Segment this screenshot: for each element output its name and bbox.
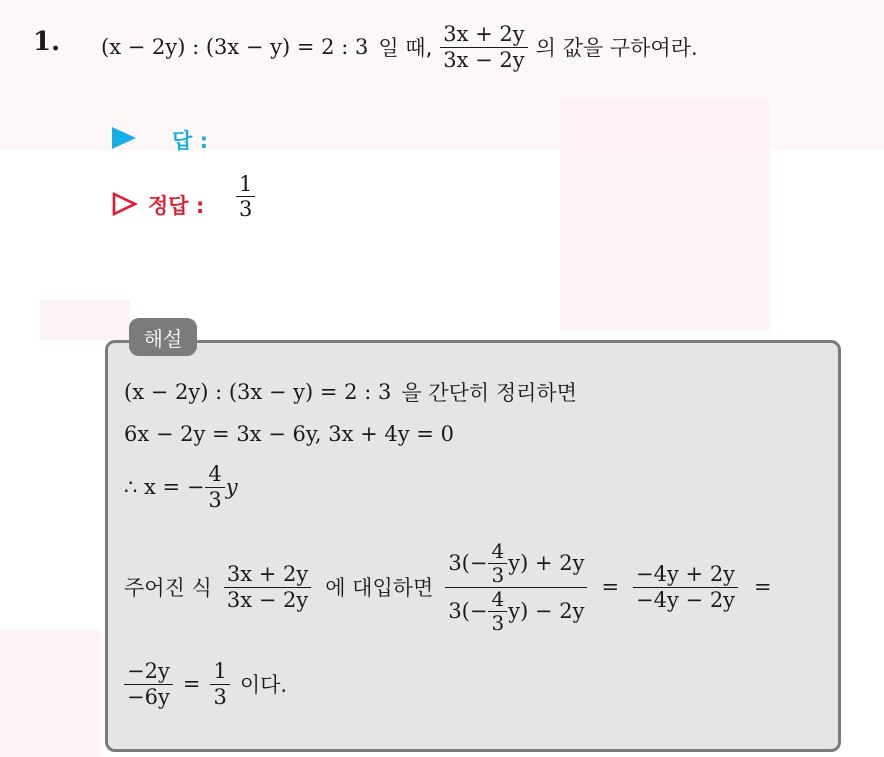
line4-fraction-3	[633, 562, 738, 611]
line4-f3-denominator: −4y − 2y	[633, 587, 738, 612]
fraction-numerator: 3x + 2y	[443, 22, 525, 47]
problem-statement	[101, 14, 698, 80]
line5-f2-denominator: 3	[210, 684, 229, 709]
line4-f2-num-a: 3(−	[448, 550, 488, 575]
line3-denominator: 3	[205, 487, 224, 512]
problem-ask: 의 값을 구하여라.	[535, 36, 698, 60]
answer-label: 답 :	[172, 129, 208, 153]
line4-fraction-2	[445, 540, 587, 635]
line3-var: y	[225, 475, 238, 499]
line4-text1: 주어진 식	[124, 576, 212, 600]
line3-numerator: 4	[208, 462, 222, 487]
explanation-line-4	[124, 538, 772, 636]
explanation-line-3	[124, 456, 238, 518]
line4-fraction-1	[224, 562, 311, 611]
line5-fraction-1	[124, 659, 173, 708]
line4-f3-numerator: −4y + 2y	[636, 562, 736, 587]
problem-number: 1.	[33, 27, 61, 57]
explanation-tag: 해설	[129, 318, 197, 356]
equals-sign: =	[182, 672, 201, 696]
line5-fraction-2	[210, 659, 229, 708]
explanation-line-1	[124, 376, 577, 408]
line4-f2-den-b: y) − 2y	[508, 598, 585, 623]
equals-sign: =	[754, 575, 772, 599]
explanation-line-2	[124, 418, 454, 450]
line4-f2-den-inner	[488, 588, 507, 635]
equals-sign: =	[601, 575, 620, 599]
line4-f2-num-inner	[488, 540, 507, 587]
watermark-block	[560, 100, 770, 330]
inner-numerator: 4	[491, 586, 505, 611]
explanation-line-5	[124, 652, 287, 716]
correct-answer-label: 정답 :	[148, 194, 205, 218]
line4-f2-den-a: 3(−	[448, 598, 488, 623]
line4-f1-denominator: 3x − 2y	[224, 587, 311, 612]
correct-denominator: 3	[236, 196, 255, 221]
line5-f1-numerator: −2y	[127, 659, 170, 684]
line1-math: (x − 2y) : (3x − y) = 2 : 3	[124, 380, 392, 404]
line5-f1-denominator: −6y	[124, 684, 173, 709]
watermark-block	[0, 630, 100, 757]
watermark-block	[40, 300, 130, 340]
line1-text: 을 간단히 정리하면	[401, 381, 577, 405]
inner-denominator: 3	[488, 611, 507, 635]
line4-text2: 에 대입하면	[325, 576, 434, 600]
line3-fraction	[205, 462, 224, 511]
inner-denominator: 3	[488, 563, 507, 587]
correct-answer-value	[232, 172, 259, 221]
line4-f1-numerator: 3x + 2y	[226, 562, 309, 587]
line4-f2-denominator	[445, 587, 587, 635]
line5-f2-numerator: 1	[213, 659, 227, 684]
line4-f2-num-b: y) + 2y	[508, 550, 585, 575]
line4-f2-numerator	[445, 540, 587, 587]
line5-text: 이다.	[239, 673, 288, 697]
line3-prefix: ∴ x = −	[124, 475, 205, 499]
correct-numerator: 1	[239, 172, 253, 196]
problem-when: 일 때,	[378, 36, 433, 60]
fraction-denominator: 3x − 2y	[440, 47, 527, 72]
line2-math: 6x − 2y = 3x − 6y, 3x + 4y = 0	[124, 422, 454, 446]
inner-numerator: 4	[491, 538, 505, 563]
problem-fraction	[440, 22, 527, 71]
correct-answer-arrow-icon	[112, 192, 138, 220]
problem-ratio: (x − 2y) : (3x − y) = 2 : 3	[101, 35, 369, 59]
answer-arrow-icon	[112, 127, 136, 153]
